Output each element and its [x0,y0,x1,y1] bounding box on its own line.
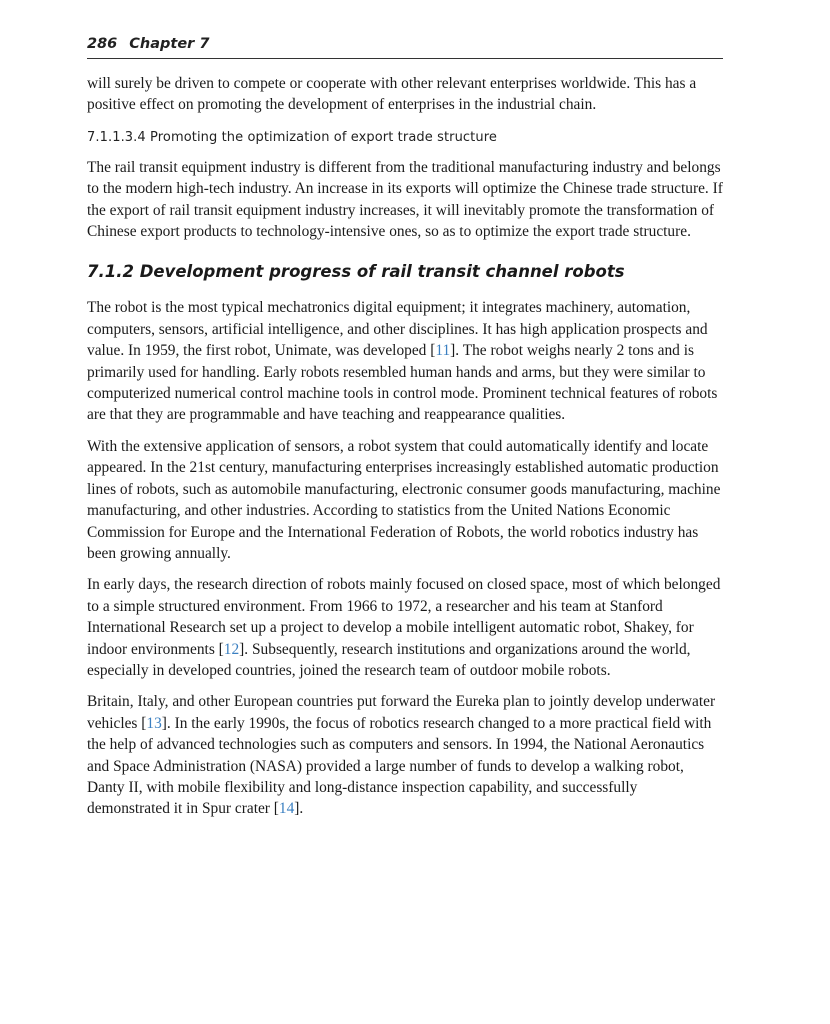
subsubsection-heading: 7.1.1.3.4 Promoting the optimization of export trade structure [87,129,497,145]
p4-text-c: ]. [294,800,304,818]
chapter-label: Chapter 7 [129,36,210,52]
page-number: 286 [87,36,118,52]
p1-text-b: ]. The robot weighs nearly 2 tons and is primarily used for handling. Early robots resembled human hands and arms, but they were similar to computerized numerical control machine tools in control mode. Prominent technical features of robots are that they are programmable and have teaching and reappearance qualities. [87,342,718,424]
section-heading: 7.1.2 Development progress of rail transit channel robots [87,262,625,282]
p3-text-b: ]. Subsequently, research institutions and organizations around the world, especially in developed countries, joined the research team of outdoor mobile robots. [87,640,691,679]
robot-history-paragraph [87,297,723,425]
p1-text-a: The robot is the most typical mechatronics digital equipment; it integrates machinery, automation, computers, sensors, artificial intelligence, and other disciplines. It has high application prospects and value. In 1959, the first robot, Unimate, was developed [ [87,299,708,360]
book-page [87,36,723,830]
eureka-paragraph [87,691,723,819]
citation-link-11[interactable]: 11 [435,342,451,360]
citation-link-13[interactable]: 13 [146,714,162,732]
p4-text-a: Britain, Italy, and other European countries put forward the Eureka plan to jointly develop underwater vehicles [ [87,693,716,732]
citation-link-12[interactable]: 12 [223,640,240,658]
running-head [87,36,723,59]
export-paragraph: The rail transit equipment industry is different from the traditional manufacturing industry and belongs to the modern high-tech industry. An increase in its exports will optimize the Chinese trade structure. If the export of rail transit equipment industry increases, it will inevitably promote the transformation of Chinese export products to technology-intensive ones, so as to optimize the export trade structure. [87,158,723,241]
early-research-paragraph [87,574,723,681]
sensors-paragraph: With the extensive application of sensors, a robot system that could automatically identify and locate appeared. In the 21st century, manufacturing enterprises increasingly established automatic production lines of robots, such as automobile manufacturing, electronic consumer goods manufacturing, machine manufacturing, and other industries. According to statistics from the United Nations Economic Commission for Europe and the International Federation of Robots, the world robotics industry has been growing annually. [87,437,721,562]
p4-text-b: ]. In the early 1990s, the focus of robotics research changed to a more practical field with the help of advanced technologies such as computers and sensors. In 1994, the National Aeronautics and Space Administration (NASA) provided a large number of funds to develop a walking robot, Danty II, with mobile flexibility and long-distance inspection capability, and successfully demonstrated it in Spur crater [ [87,714,712,818]
intro-paragraph: will surely be driven to compete or cooperate with other relevant enterprises worldwide. This has a positive effect on promoting the development of enterprises in the industrial chain. [87,75,697,114]
citation-link-14[interactable]: 14 [278,800,295,818]
p3-text-a: In early days, the research direction of robots mainly focused on closed space, most of which belonged to a simple structured environment. From 1966 to 1972, a researcher and his team at Stanford International Research set up a project to develop a mobile intelligent automatic robot, Shakey, for indoor environments [ [87,576,721,658]
